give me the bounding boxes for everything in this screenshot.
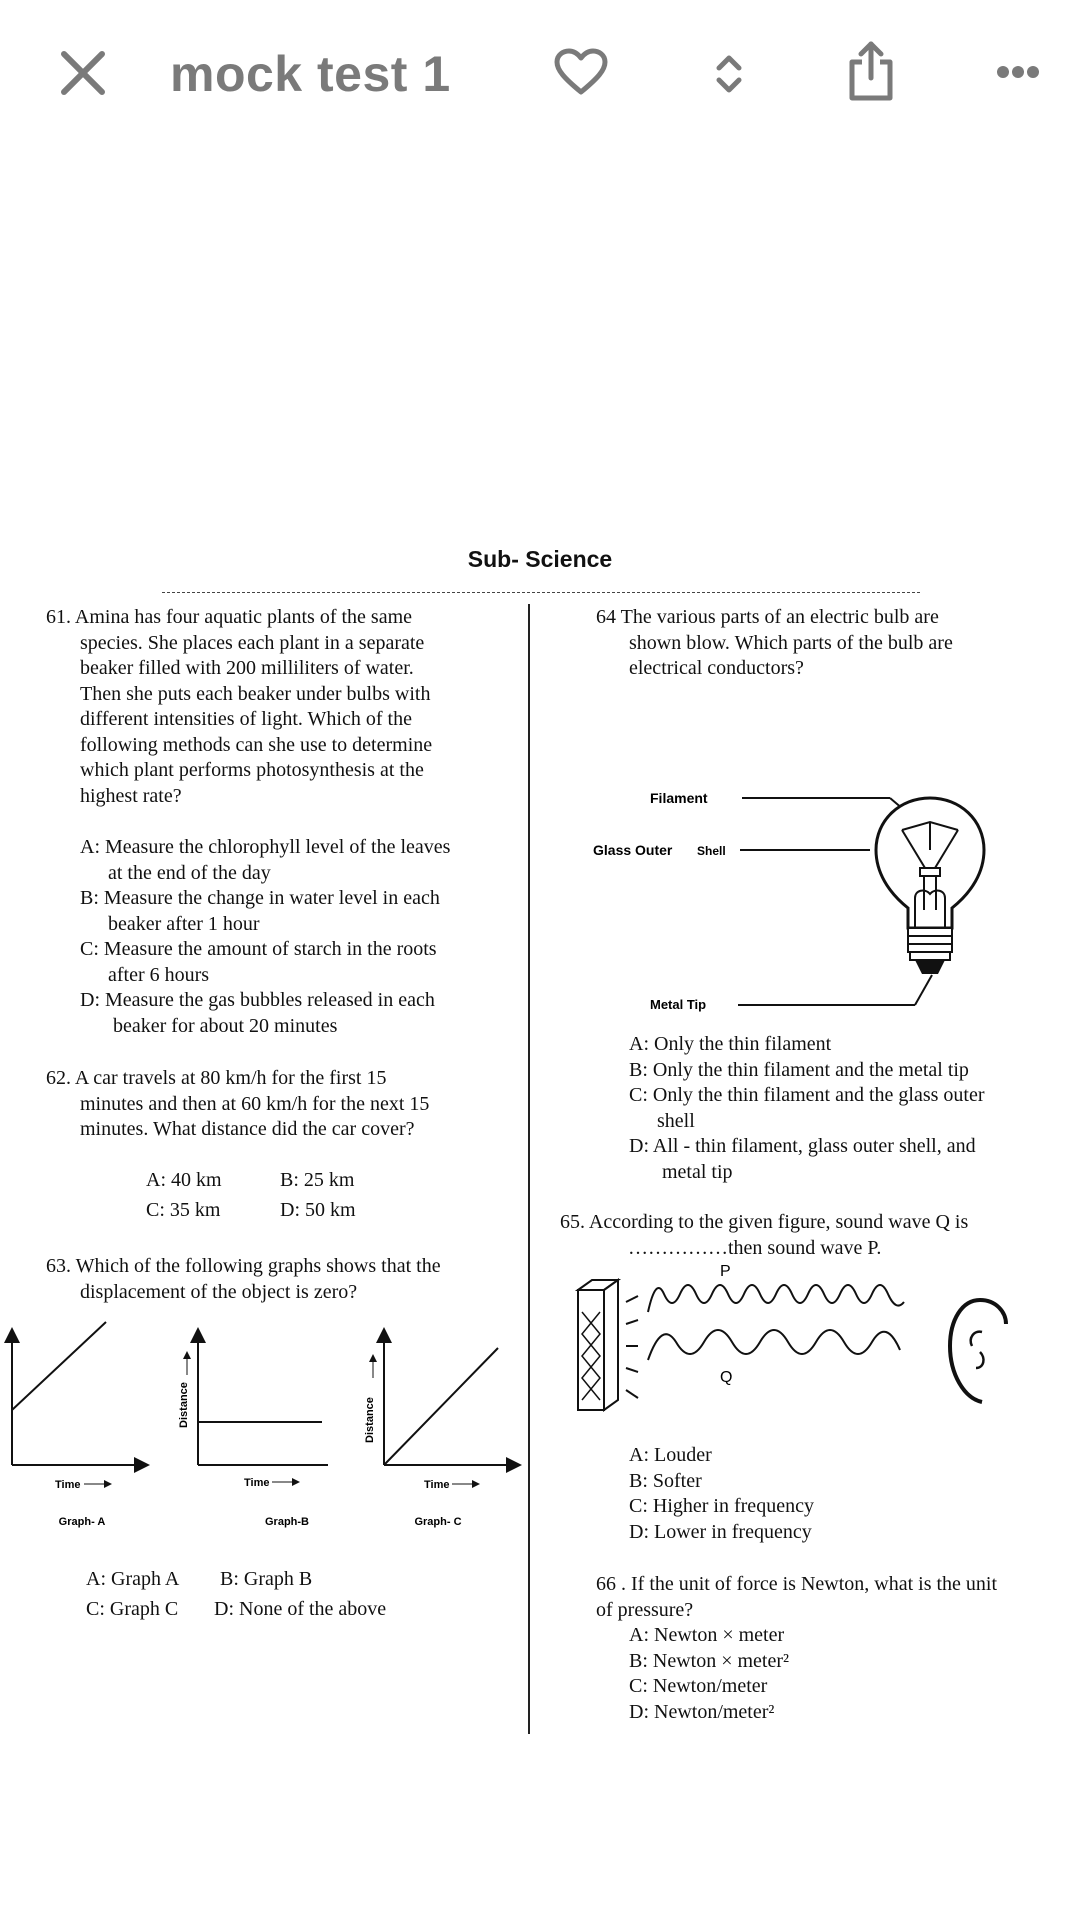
option-a: A: Only the thin filament — [629, 1033, 832, 1055]
option-d: metal tip — [662, 1160, 733, 1183]
question-65-text: 65. According to the given figure, sound wave Q is — [560, 1211, 969, 1233]
electric-bulb-diagram — [580, 780, 1000, 1030]
graph-a-x-label: Time — [55, 1479, 81, 1491]
option-a: A: Measure the chlorophyll level of the leaves — [80, 836, 451, 858]
option-a: A: Newton × meter — [629, 1624, 785, 1646]
option-d: D: 50 km — [280, 1199, 356, 1221]
option-a: A: Graph A — [86, 1568, 180, 1590]
question-61-text: which plant performs photosynthesis at the — [80, 759, 424, 781]
graph-b-y-label: Distance — [178, 1382, 190, 1428]
heart-icon[interactable] — [554, 48, 608, 96]
question-61-text: different intensities of light. Which of the — [80, 708, 412, 730]
option-c: C: 35 km — [146, 1199, 221, 1221]
question-64-text: 64 The various parts of an electric bulb are — [596, 606, 939, 628]
option-c: C: Measure the amount of starch in the roots — [80, 938, 437, 960]
graph-b — [178, 1335, 328, 1528]
option-b: B: Newton × meter² — [629, 1649, 790, 1672]
option-c: C: Graph C — [86, 1598, 179, 1620]
option-d: beaker for about 20 minutes — [113, 1014, 338, 1037]
question-62-text: minutes and then at 60 km/h for the next 15 — [80, 1092, 430, 1115]
option-b: B: Softer — [629, 1469, 702, 1492]
graph-a-title: Graph- A — [58, 1516, 106, 1528]
option-d: D: Measure the gas bubbles released in each — [80, 989, 435, 1011]
document-page — [0, 540, 1080, 1740]
graph-c — [364, 1335, 514, 1528]
subject-heading: Sub- Science — [467, 546, 613, 572]
close-icon[interactable] — [60, 50, 106, 96]
graph-c-title: Graph- C — [414, 1516, 462, 1528]
option-a: A: Louder — [629, 1444, 712, 1466]
option-c: shell — [657, 1109, 695, 1132]
option-c: C: Newton/meter — [629, 1675, 768, 1697]
question-64-text: electrical conductors? — [629, 657, 804, 679]
share-icon[interactable] — [848, 40, 894, 102]
document-title: mock test 1 — [170, 46, 451, 102]
metal-tip-label: Metal Tip — [650, 997, 707, 1012]
question-66-text: of pressure? — [596, 1598, 694, 1621]
graph-b-title: Graph-B — [265, 1516, 309, 1528]
option-b: beaker after 1 hour — [108, 912, 260, 935]
graph-a — [0, 1322, 142, 1528]
expand-icon[interactable] — [714, 50, 744, 98]
question-61-text: 61. Amina has four aquatic plants of the same — [46, 606, 413, 628]
option-d: D: Newton/meter² — [629, 1700, 775, 1723]
option-b: B: Only the thin filament and the metal tip — [629, 1058, 969, 1081]
wave-q-label: Q — [720, 1369, 733, 1386]
option-b: B: Measure the change in water level in each — [80, 887, 440, 909]
question-61-text: beaker filled with 200 milliliters of water. — [80, 657, 414, 679]
filament-label: Filament — [650, 790, 708, 806]
question-66-text: 66 . If the unit of force is Newton, what is the unit — [596, 1573, 998, 1595]
question-61-text: highest rate? — [80, 784, 182, 807]
option-d: D: Lower in frequency — [629, 1520, 812, 1543]
option-a: at the end of the day — [108, 861, 271, 884]
option-b: B: 25 km — [280, 1169, 355, 1191]
question-64-text: shown blow. Which parts of the bulb are — [629, 631, 953, 654]
option-c: C: Higher in frequency — [629, 1495, 814, 1517]
question-63-text: displacement of the object is zero? — [80, 1280, 358, 1303]
question-62-text: minutes. What distance did the car cover? — [80, 1118, 415, 1140]
graph-c-x-label: Time — [424, 1479, 450, 1491]
toolbar — [0, 0, 1080, 150]
question-61-text: following methods can she use to determine — [80, 733, 433, 756]
heading-divider — [162, 592, 920, 593]
question-62-text: 62. A car travels at 80 km/h for the first 15 — [46, 1067, 387, 1089]
more-icon[interactable] — [996, 64, 1040, 80]
shell-label: Shell — [697, 844, 726, 858]
column-divider — [528, 604, 530, 1734]
question-61-text: species. She places each plant in a separate — [80, 631, 425, 654]
option-b: B: Graph B — [220, 1568, 313, 1590]
option-d: D: All - thin filament, glass outer shell, and — [629, 1135, 976, 1157]
option-c: C: Only the thin filament and the glass outer — [629, 1084, 985, 1106]
option-c: after 6 hours — [108, 963, 210, 986]
option-d: D: None of the above — [214, 1598, 387, 1620]
sound-wave-diagram — [570, 1262, 1030, 1417]
wave-p-label: P — [720, 1263, 731, 1280]
question-61-text: Then she puts each beaker under bulbs with — [80, 682, 431, 705]
graph-b-x-label: Time — [244, 1477, 270, 1489]
distance-time-graphs — [0, 1310, 525, 1528]
question-65-text: ……………then sound wave P. — [628, 1236, 882, 1259]
option-a: A: 40 km — [146, 1169, 222, 1191]
question-63-text: 63. Which of the following graphs shows that the — [46, 1255, 441, 1277]
glass-outer-label: Glass Outer — [593, 842, 673, 858]
graph-c-y-label: Distance — [364, 1397, 376, 1443]
